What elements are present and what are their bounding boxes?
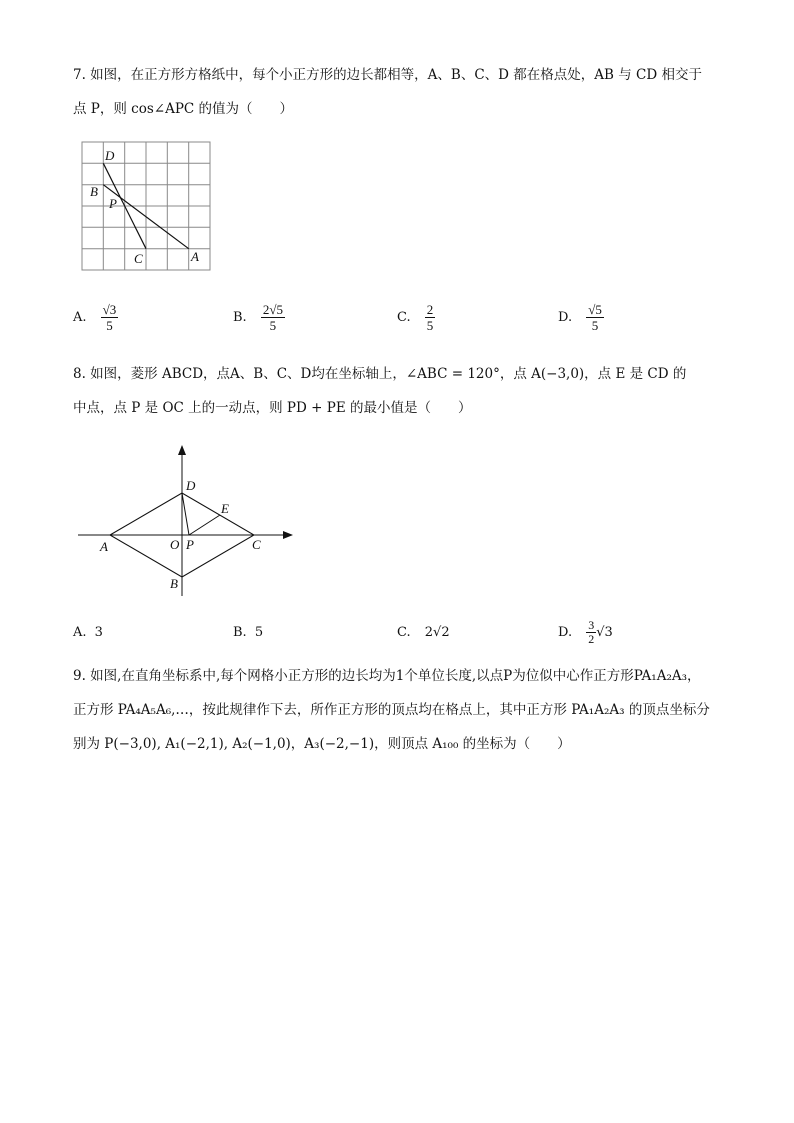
fraction: $\frac{3}{2}$ — [588, 618, 595, 646]
label-a: A — [100, 539, 108, 554]
option-value: 3 — [94, 625, 103, 640]
q9-stem-line2: 正方形 PA₄A₅A₆,…，按此规律作下去，所作正方形的顶点均在格点上，其中正方形 PA₁A₂A₃ 的顶点坐标分 — [73, 702, 710, 718]
label-d: D — [186, 478, 196, 493]
option-label: C. — [397, 625, 411, 640]
option-label: A. — [73, 625, 87, 640]
fraction: $\frac{2}{5}$ — [426, 302, 434, 333]
q7-grid-figure — [70, 136, 230, 276]
option-value: 5 — [254, 625, 264, 640]
q7-option-b[interactable] — [233, 302, 285, 333]
fraction: $\frac{√3}{5}$ — [102, 302, 117, 333]
q8-stem-line2: 中点，点 P 是 OC 上的一动点，则 PD + PE 的最小值是（ ） — [73, 400, 472, 416]
question-9 — [73, 659, 743, 761]
segment-pe — [189, 515, 220, 535]
label-b: B — [90, 184, 98, 199]
label-o: O — [170, 537, 180, 552]
option-label: A. — [73, 310, 87, 325]
q9-stem-line3: 别为 P(−3,0), A₁(−2,1), A₂(−1,0)，A₃(−2,−1)，则顶点 A₁₀₀ 的坐标为（ ） — [73, 736, 571, 752]
segment-dp — [182, 493, 189, 535]
q8-option-d[interactable] — [558, 619, 613, 646]
question-8 — [73, 357, 733, 425]
q7-option-d[interactable] — [558, 302, 604, 333]
label-a: A — [191, 249, 199, 264]
question-7 — [73, 58, 733, 126]
label-b: B — [170, 576, 178, 591]
option-label: B. — [233, 625, 247, 640]
option-label: D. — [558, 625, 573, 640]
q8-option-b[interactable] — [233, 625, 263, 640]
q8-rhombus-figure — [70, 438, 310, 600]
option-label: D. — [558, 310, 573, 325]
option-value: 2√2 — [424, 625, 450, 640]
label-d: D — [105, 148, 115, 163]
q7-option-c[interactable] — [397, 302, 435, 333]
fraction: $\frac{√5}{5}$ — [588, 302, 602, 333]
label-e: E — [221, 501, 229, 516]
q8-option-a[interactable] — [73, 625, 103, 640]
q7-stem-line2: 点 P，则 cos∠APC 的值为（ ） — [73, 101, 294, 117]
option-value: √3 — [596, 625, 613, 640]
option-label: B. — [233, 310, 247, 325]
label-c: C — [134, 251, 143, 266]
label-p: P — [109, 196, 117, 211]
label-c: C — [252, 537, 261, 552]
q8-option-c[interactable] — [397, 625, 450, 640]
q9-stem-line1: 9. 如图,在直角坐标系中,每个网格小正方形的边长均为1个单位长度,以点P为位似中心作正方形PA₁A₂A₃， — [73, 668, 701, 684]
q8-stem-line1: 8. 如图，菱形 ABCD，点A、B、C、D均在坐标轴上，∠ABC = 120°，点 A(−3,0)，点 E 是 CD 的 — [73, 366, 687, 382]
q7-stem-line1: 7. 如图，在正方形方格纸中，每个小正方形的边长都相等，A、B、C、D 都在格点处，AB 与 CD 相交于 — [73, 67, 702, 83]
label-p: P — [186, 537, 194, 552]
option-label: C. — [397, 310, 411, 325]
q7-option-a[interactable] — [73, 302, 118, 333]
fraction: $\frac{2√5}{5}$ — [262, 302, 283, 333]
